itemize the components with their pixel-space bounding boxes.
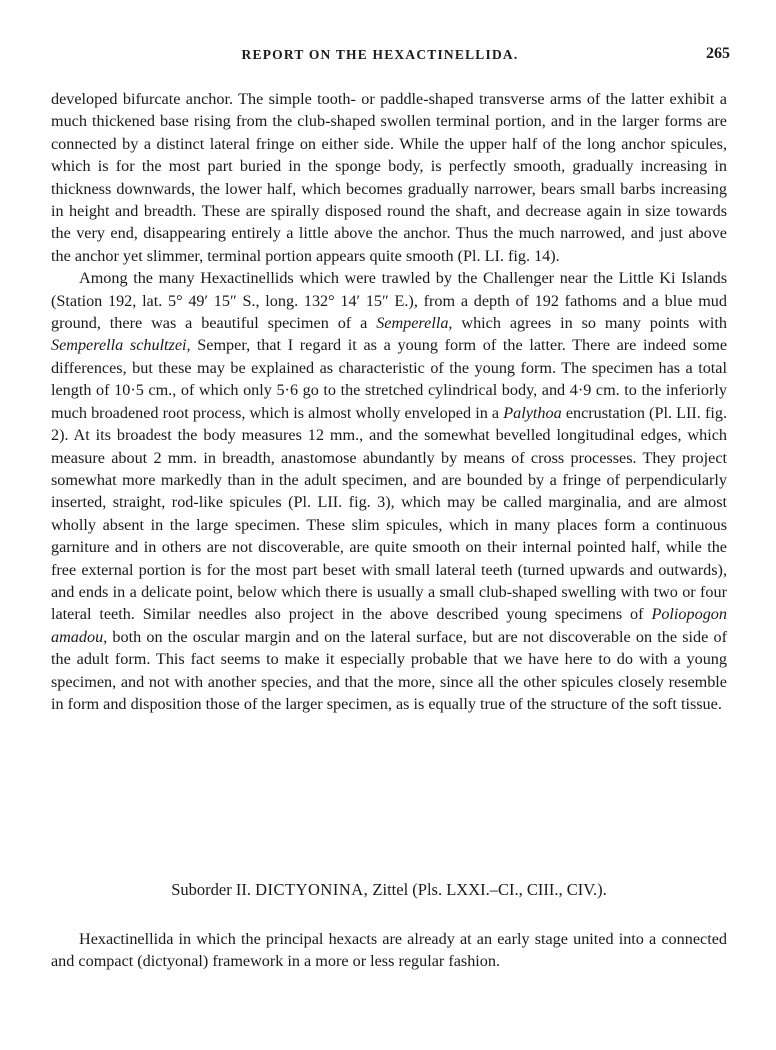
heading-suffix: Zittel (Pls. LXXI.–CI., CIII., CIV.). — [368, 880, 607, 899]
paragraph-anchor-description: developed bifurcate anchor. The simple tooth- or paddle-shaped transverse arms of the latter exhibit a much thickened base rising from the club-shaped swollen terminal portion, and in the larger forms are connected by a distinct lateral fringe on either side. While the upper half of the long anchor spicules, which is for the most part buried in the sponge body, is perfectly smooth, gradually increasing in thickness downwards, the lower half, which becomes gradually narrower, bears small barbs increasing in height and breadth. These are spirally disposed round the shaft, and decrease again in size towards the very end, disappearing entirely a little above the anchor. Thus the much narrowed, and just above the anchor yet slimmer, terminal portion appears quite smooth (Pl. LI. fig. 14). — [51, 90, 727, 265]
text-run: which agrees in so many points with — [452, 314, 727, 333]
text-run: Among the many Hexactinellids which were trawled by the Challenger near the Little Ki Islands (Station 192, lat. 5° 49′ 15″ S., long. 132° 14′ 15″ E.), from a depth of 192 fathoms and a blue mud ground, there was a beautiful specimen of a — [51, 269, 727, 333]
text-run: encrustation (Pl. LII. fig. 2). At its broadest the body measures 12 mm., and the somewhat bevelled longitudinal edges, which measure about 2 mm. in breadth, anastomose abundantly by means of cross processes. They project somewhat more markedly than in the adult specimen, and are bounded by a fringe of perpendicularly inserted, straight, rod-like spicules (Pl. LII. fig. 3), which may be called marginalia, and are almost wholly absent in the large specimen. These slim spicules, which in many places form a continuous garniture and in others are not discoverable, are quite smooth on their internal pointed half, while the free external portion is for the most part beset with small lateral teeth (turned upwards and outwards), and ends in a delicate point, below which there is usually a small club-shaped swelling with two or four lateral teeth. Similar needles also project in the above described young specimens of — [51, 403, 727, 624]
paragraph-dictyonina-definition: Hexactinellida in which the principal hexacts are already at an early stage united into a connected and compact (dictyonal) framework in a more or less regular fashion. — [51, 930, 727, 971]
page-number: 265 — [706, 45, 730, 62]
text-run: Semper, that I regard it as a young form of the latter. There are indeed some differences, but these may be explained as characteristic of the young form. The specimen has a total length of 10·5 cm., of which only 5·6 go to the stretched cylindrical body, and 4·9 cm. to the inferiorly much broadened root process, which is almost wholly enveloped in a — [51, 336, 727, 422]
body-text — [51, 88, 727, 715]
heading-prefix: Suborder II. — [171, 880, 256, 899]
paragraph-semperella-specimen — [51, 267, 727, 715]
section-heading — [51, 880, 727, 900]
species-name: Poliopogon amadou, — [51, 605, 727, 646]
running-title: REPORT ON THE HEXACTINELLIDA. — [241, 47, 519, 62]
species-name: Semperella, — [376, 314, 453, 333]
heading-taxon: DICTYONINA, — [255, 880, 369, 899]
running-header — [30, 47, 730, 69]
species-name: Semperella schultzei, — [51, 336, 191, 355]
text-run: both on the oscular margin and on the lateral surface, but are not discoverable on the side of the adult form. This fact seems to make it especially probable that we have here to do with a young specimen, and not with another species, and that the more, since all the other spicules closely resemble in form and disposition those of the larger specimen, as is equally true of the structure of the soft tissue. — [51, 627, 727, 713]
genus-name: Palythoa — [503, 403, 562, 422]
section-intro — [51, 928, 727, 973]
